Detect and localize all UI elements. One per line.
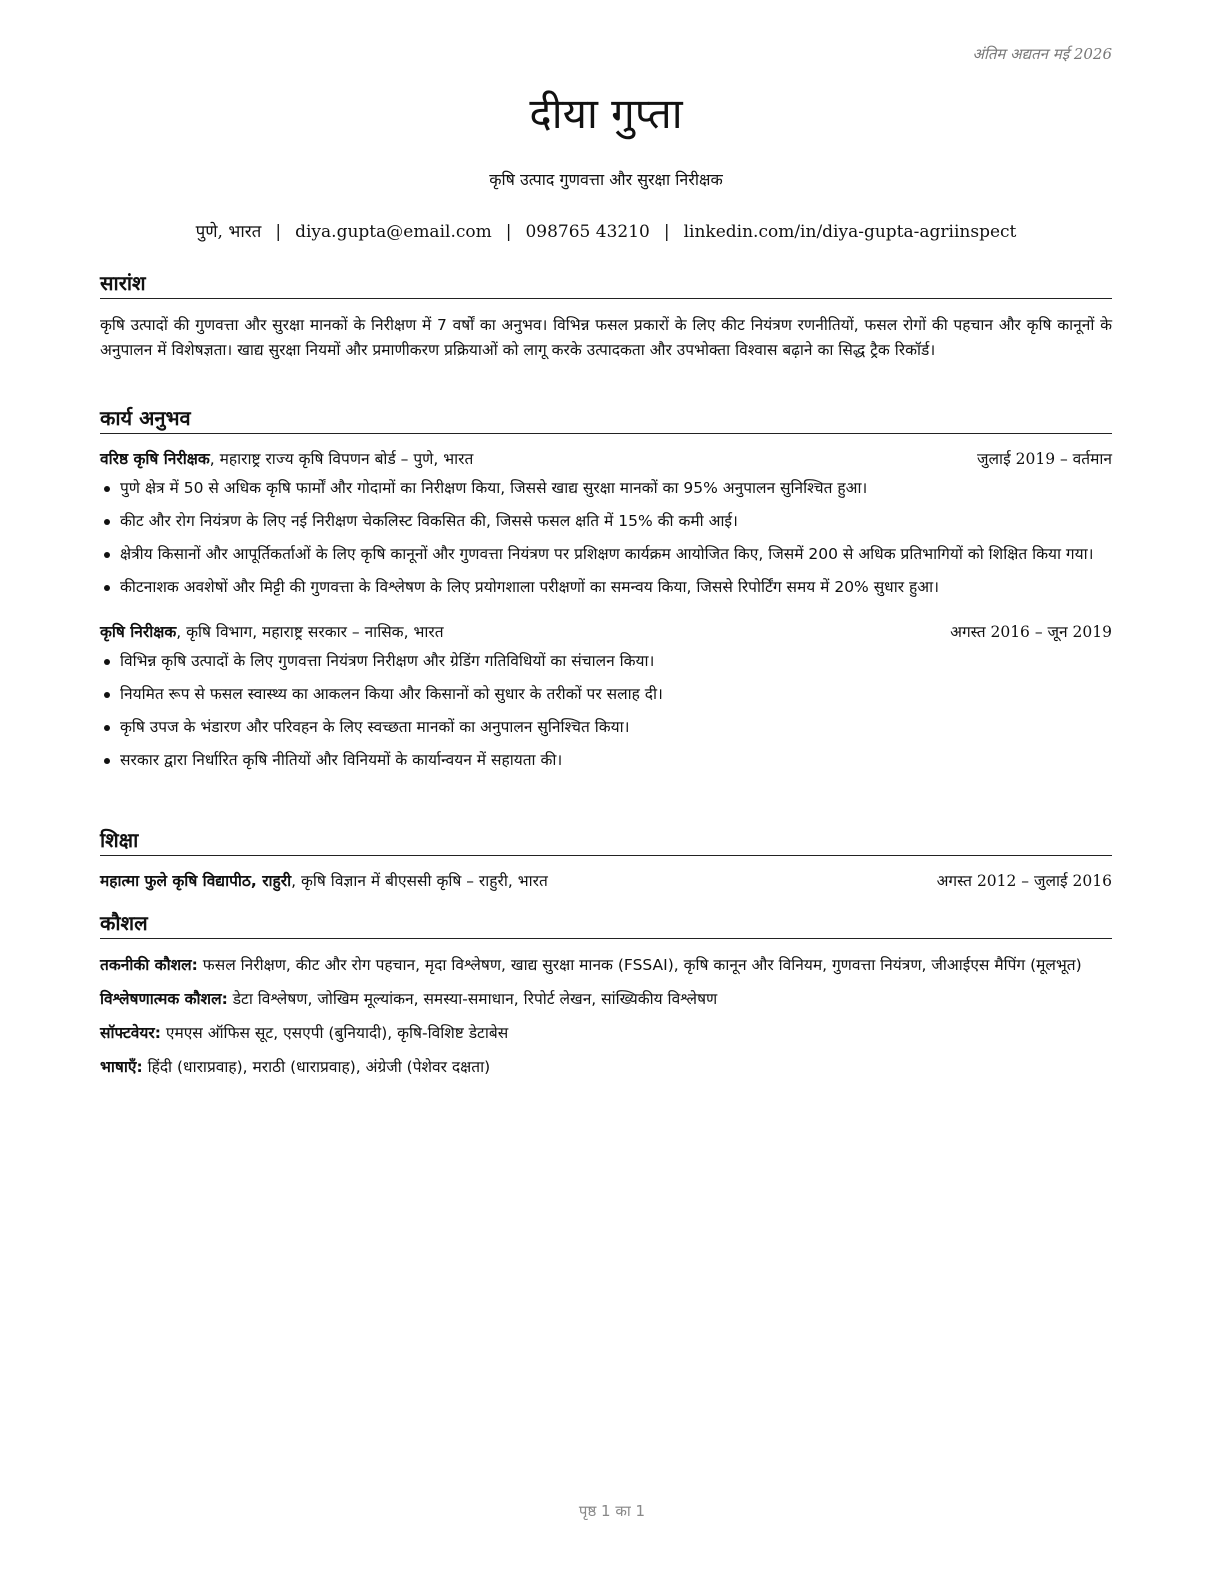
list-item: पुणे क्षेत्र में 50 से अधिक कृषि फार्मों और गोदामों का निरीक्षण किया, जिससे खाद्य सुरक्षा मानकों का 95% अनुपालन सुनिश्चित हुआ। — [100, 476, 1112, 500]
candidate-title: कृषि उत्पाद गुणवत्ता और सुरक्षा निरीक्षक — [489, 170, 723, 189]
contact-separator: | — [275, 222, 282, 242]
skill-value: एमएस ऑफिस सूट, एसएपी (बुनियादी), कृषि-विशिष्ट डेटाबेस — [160, 1024, 509, 1042]
contact-email[interactable]: diya.gupta@email.com — [295, 222, 492, 242]
page-number: पृष्ठ 1 का 1 — [578, 1502, 646, 1520]
list-item: नियमित रूप से फसल स्वास्थ्य का आकलन किया और किसानों को सुधार के तरीकों पर सलाह दी। — [100, 682, 1112, 706]
skill-row — [100, 987, 1112, 1012]
contact-separator: | — [663, 222, 670, 242]
education-dates: अगस्त 2012 – जुलाई 2016 — [936, 872, 1112, 890]
job-header — [100, 446, 1112, 472]
skill-row — [100, 1021, 1112, 1046]
job-entry — [100, 619, 1112, 772]
contact-linkedin[interactable]: linkedin.com/in/diya-gupta-agriinspect — [683, 222, 1017, 242]
skill-value: डेटा विश्लेषण, जोखिम मूल्यांकन, समस्या-समाधान, रिपोर्ट लेखन, सांख्यिकीय विश्लेषण — [227, 990, 718, 1008]
education-entry — [100, 868, 1112, 894]
education-institution: महात्मा फुले कृषि विद्यापीठ, राहुरी — [100, 872, 292, 890]
job-org: , महाराष्ट्र राज्य कृषि विपणन बोर्ड – पुणे, भारत — [209, 450, 474, 468]
contact-phone: 098765 43210 — [525, 222, 650, 242]
education-heading: शिक्षा — [100, 827, 1112, 856]
job-role: वरिष्ठ कृषि निरीक्षक — [100, 450, 210, 468]
contact-location: पुणे, भारत — [195, 222, 262, 242]
skill-label: तकनीकी कौशल: — [100, 956, 198, 974]
list-item: विभिन्न कृषि उत्पादों के लिए गुणवत्ता नियंत्रण निरीक्षण और ग्रेडिंग गतिविधियों का संचालन किया। — [100, 649, 1112, 673]
candidate-name: दीया गुप्ता — [529, 89, 683, 138]
job-role: कृषि निरीक्षक — [100, 623, 177, 641]
skill-value: फसल निरीक्षण, कीट और रोग पहचान, मृदा विश्लेषण, खाद्य सुरक्षा मानक (FSSAI), कृषि कानून और विनियम, गुणवत्ता नियंत्रण, जीआईएस मैपिंग (मूलभूत) — [197, 956, 1082, 974]
job-dates: जुलाई 2019 – वर्तमान — [977, 450, 1112, 468]
skill-label: भाषाएँ: — [100, 1058, 143, 1076]
skill-row — [100, 1055, 1112, 1080]
experience-section — [100, 405, 1112, 772]
summary-text: कृषि उत्पादों की गुणवत्ता और सुरक्षा मानकों के निरीक्षण में 7 वर्षों का अनुभव। विभिन्न फसल प्रकारों के लिए कीट नियंत्रण रणनीतियों, फसल रोगों की पहचान और कृषि कानूनों के अनुपालन में विशेषज्ञता। खाद्य सुरक्षा नियमों और प्रमाणीकरण प्रक्रियाओं को लागू करके उत्पादकता और उपभोक्ता विश्वास बढ़ाने का सिद्ध ट्रैक रिकॉर्ड। — [100, 316, 1112, 359]
list-item: कीटनाशक अवशेषों और मिट्टी की गुणवत्ता के विश्लेषण के लिए प्रयोगशाला परीक्षणों का समन्वय किया, जिससे रिपोर्टिंग समय में 20% सुधार हुआ। — [100, 575, 1112, 599]
summary-heading: सारांश — [100, 270, 1112, 299]
list-item: कीट और रोग नियंत्रण के लिए नई निरीक्षण चेकलिस्ट विकसित की, जिससे फसल क्षति में 15% की कमी आई। — [100, 509, 1112, 533]
skill-label: सॉफ्टवेयर: — [100, 1024, 161, 1042]
job-bullets — [100, 649, 1112, 772]
job-bullets — [100, 476, 1112, 599]
job-header — [100, 619, 1112, 645]
list-item: कृषि उपज के भंडारण और परिवहन के लिए स्वच्छता मानकों का अनुपालन सुनिश्चित किया। — [100, 715, 1112, 739]
skill-label: विश्लेषणात्मक कौशल: — [100, 990, 228, 1008]
list-item: क्षेत्रीय किसानों और आपूर्तिकर्ताओं के लिए कृषि कानूनों और गुणवत्ता नियंत्रण पर प्रशिक्षण कार्यक्रम आयोजित किए, जिसमें 200 से अधिक प्रतिभागियों को शिक्षित किया गया। — [100, 542, 1112, 566]
contact-line — [100, 219, 1112, 242]
education-degree: , कृषि विज्ञान में बीएससी कृषि – राहुरी, भारत — [291, 872, 548, 890]
last-updated: अंतिम अद्यतन मई 2026 — [972, 45, 1112, 63]
job-entry — [100, 446, 1112, 599]
summary-section — [100, 270, 1112, 363]
skill-value: हिंदी (धाराप्रवाह), मराठी (धाराप्रवाह), अंग्रेजी (पेशेवर दक्षता) — [142, 1058, 491, 1076]
job-dates: अगस्त 2016 – जून 2019 — [950, 623, 1112, 641]
skills-heading: कौशल — [100, 910, 1112, 939]
skills-section — [100, 910, 1112, 1080]
list-item: सरकार द्वारा निर्धारित कृषि नीतियों और विनियमों के कार्यान्वयन में सहायता की। — [100, 748, 1112, 772]
contact-separator: | — [505, 222, 512, 242]
experience-heading: कार्य अनुभव — [100, 405, 1112, 434]
education-section — [100, 827, 1112, 894]
skill-row — [100, 953, 1112, 978]
job-org: , कृषि विभाग, महाराष्ट्र सरकार – नासिक, भारत — [176, 623, 444, 641]
